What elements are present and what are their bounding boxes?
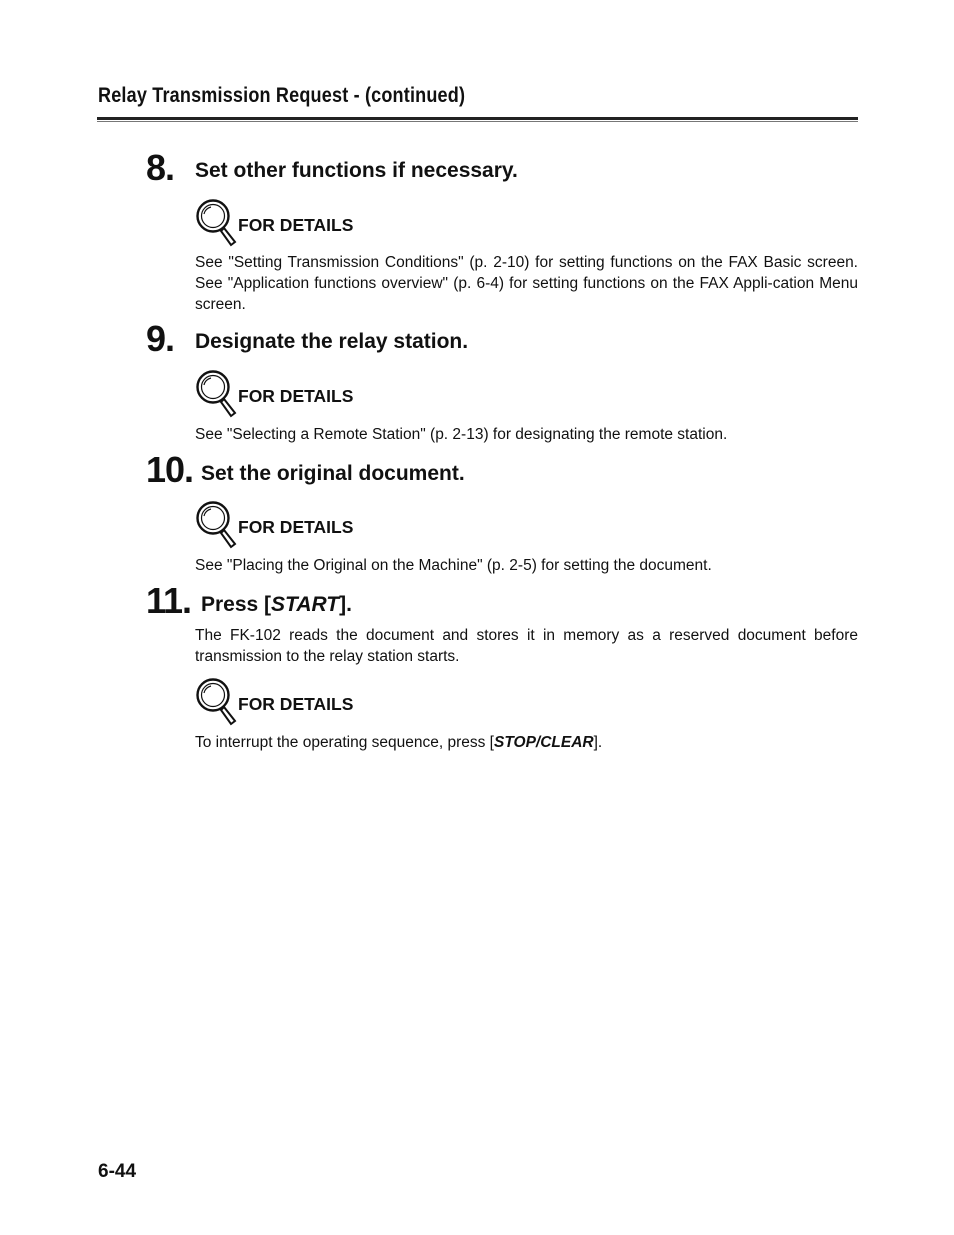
for-details-box	[195, 500, 395, 550]
step-title-prefix: Press [	[201, 593, 272, 616]
details-text-prefix: To interrupt the operating sequence, press [	[195, 734, 494, 751]
magnifier-icon	[195, 500, 239, 550]
step-title: Designate the relay station.	[195, 330, 469, 353]
for-details-label: FOR DETAILS	[238, 215, 354, 235]
details-text: See "Selecting a Remote Station" (p. 2-13) for designating the remote station.	[195, 426, 728, 443]
magnifier-icon	[195, 677, 239, 727]
step-title: Set the original document.	[201, 462, 465, 485]
details-text	[195, 733, 858, 754]
for-details-box	[195, 198, 395, 248]
step-title	[201, 593, 352, 617]
for-details-box	[195, 677, 395, 727]
step-title: Set other functions if necessary.	[195, 159, 518, 182]
step-number: 10.	[146, 449, 194, 490]
for-details-label: FOR DETAILS	[238, 517, 354, 537]
details-text-suffix: ].	[593, 734, 603, 751]
header-rule-thin	[97, 121, 858, 122]
stop-clear-key-label: STOP/CLEAR	[494, 734, 594, 751]
header-rule	[97, 117, 858, 120]
for-details-box	[195, 369, 395, 419]
for-details-label: FOR DETAILS	[238, 386, 354, 406]
step-title-suffix: ].	[339, 593, 352, 616]
step-description: The FK-102 reads the document and stores it in memory as a reserved document before transmission to the relay station starts.	[195, 627, 858, 665]
details-text: See "Placing the Original on the Machine" (p. 2-5) for setting the document.	[195, 557, 712, 574]
step-number: 11.	[146, 580, 192, 621]
magnifier-icon	[195, 198, 239, 248]
magnifier-icon	[195, 369, 239, 419]
page-header-title: Relay Transmission Request - (continued)	[98, 84, 466, 107]
step-number: 9.	[146, 318, 175, 359]
for-details-label: FOR DETAILS	[238, 694, 354, 714]
step-number: 8.	[146, 147, 175, 188]
details-text: See "Setting Transmission Conditions" (p. 2-10) for setting functions on the FAX Basic screen. See "Application functions overview" (p. 6-4) for setting functions on the FAX Appli-cation Menu screen.	[195, 254, 858, 313]
page-number: 6-44	[98, 1161, 137, 1182]
start-key-label: START	[271, 593, 340, 616]
